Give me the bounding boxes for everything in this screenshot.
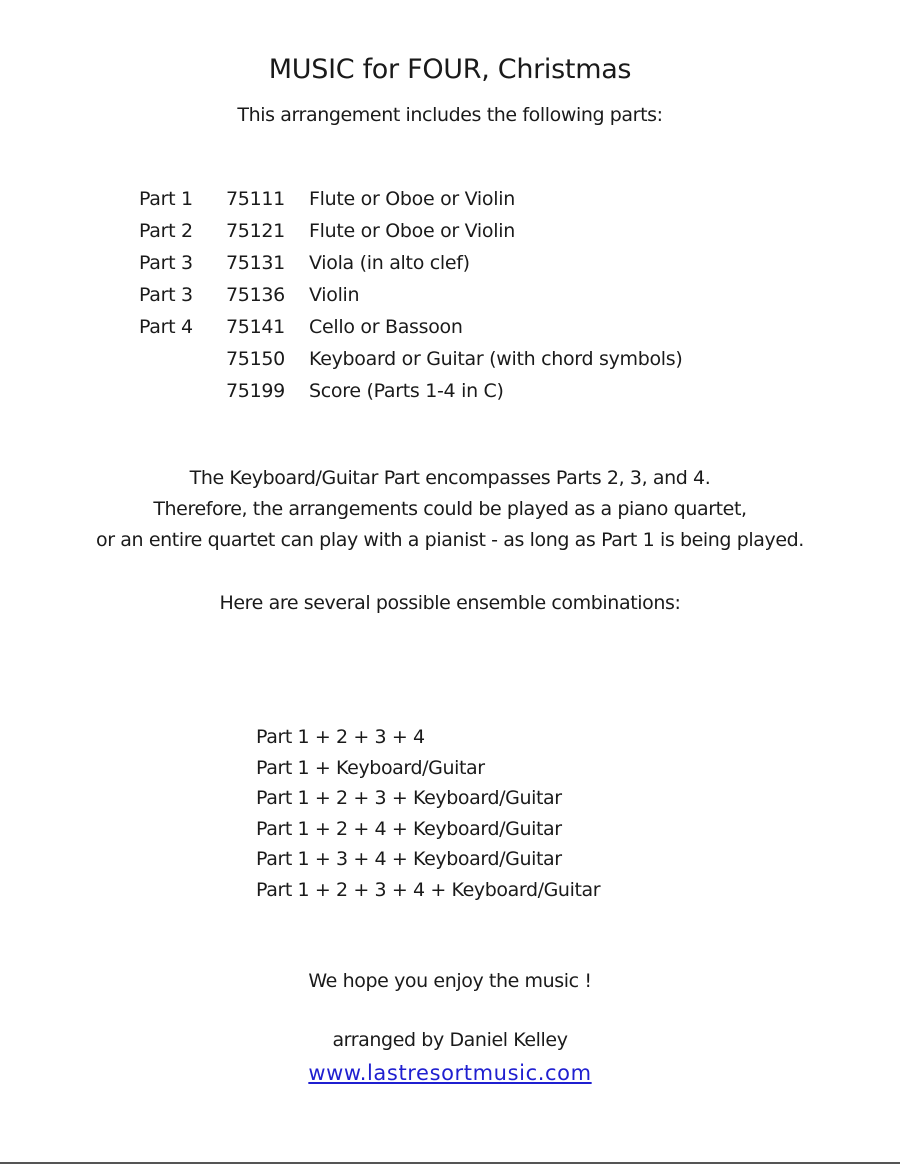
website-link[interactable]: www.lastresortmusic.com [308,1061,592,1085]
website-line [0,1061,900,1085]
paragraph-line: or an entire quartet can play with a pianist - as long as Part 1 is being played. [96,529,804,551]
explanation-paragraph [0,467,900,560]
combination-item: Part 1 + 3 + 4 + Keyboard/Guitar [256,848,562,871]
part-description: Cello or Bassoon [309,316,463,338]
part-number: 75131 [226,252,285,274]
paragraph-line: Therefore, the arrangements could be played as a piano quartet, [153,498,747,520]
page-subtitle: This arrangement includes the following parts: [237,104,663,126]
part-description: Keyboard or Guitar (with chord symbols) [309,348,683,370]
part-number: 75111 [226,188,285,210]
part-number: 75141 [226,316,285,338]
part-number: 75136 [226,284,285,306]
part-number: 75199 [226,380,285,402]
part-description: Flute or Oboe or Violin [309,188,515,210]
part-description: Viola (in alto clef) [309,252,470,274]
combinations-list [256,726,600,910]
part-description: Flute or Oboe or Violin [309,220,515,242]
part-number: 75150 [226,348,285,370]
part-number: 75121 [226,220,285,242]
combination-item: Part 1 + 2 + 4 + Keyboard/Guitar [256,817,562,840]
combinations-intro: Here are several possible ensemble combinations: [219,592,681,614]
page-title: MUSIC for FOUR, Christmas [268,54,632,85]
part-description: Violin [309,284,360,306]
combination-item: Part 1 + 2 + 3 + 4 [256,726,425,748]
part-label: Part 1 [139,188,193,210]
combination-item: Part 1 + 2 + 3 + 4 + Keyboard/Guitar [256,878,601,901]
arranger-credit: arranged by Daniel Kelley [332,1029,568,1051]
combination-item: Part 1 + Keyboard/Guitar [256,756,485,779]
part-label: Part 3 [139,284,193,306]
part-description: Score (Parts 1-4 in C) [309,380,504,402]
part-label: Part 4 [139,316,193,338]
part-label: Part 3 [139,252,193,274]
combination-item: Part 1 + 2 + 3 + Keyboard/Guitar [256,787,562,810]
part-label: Part 2 [139,220,193,242]
closing-message: We hope you enjoy the music ! [308,970,592,992]
paragraph-line: The Keyboard/Guitar Part encompasses Parts 2, 3, and 4. [189,467,711,489]
